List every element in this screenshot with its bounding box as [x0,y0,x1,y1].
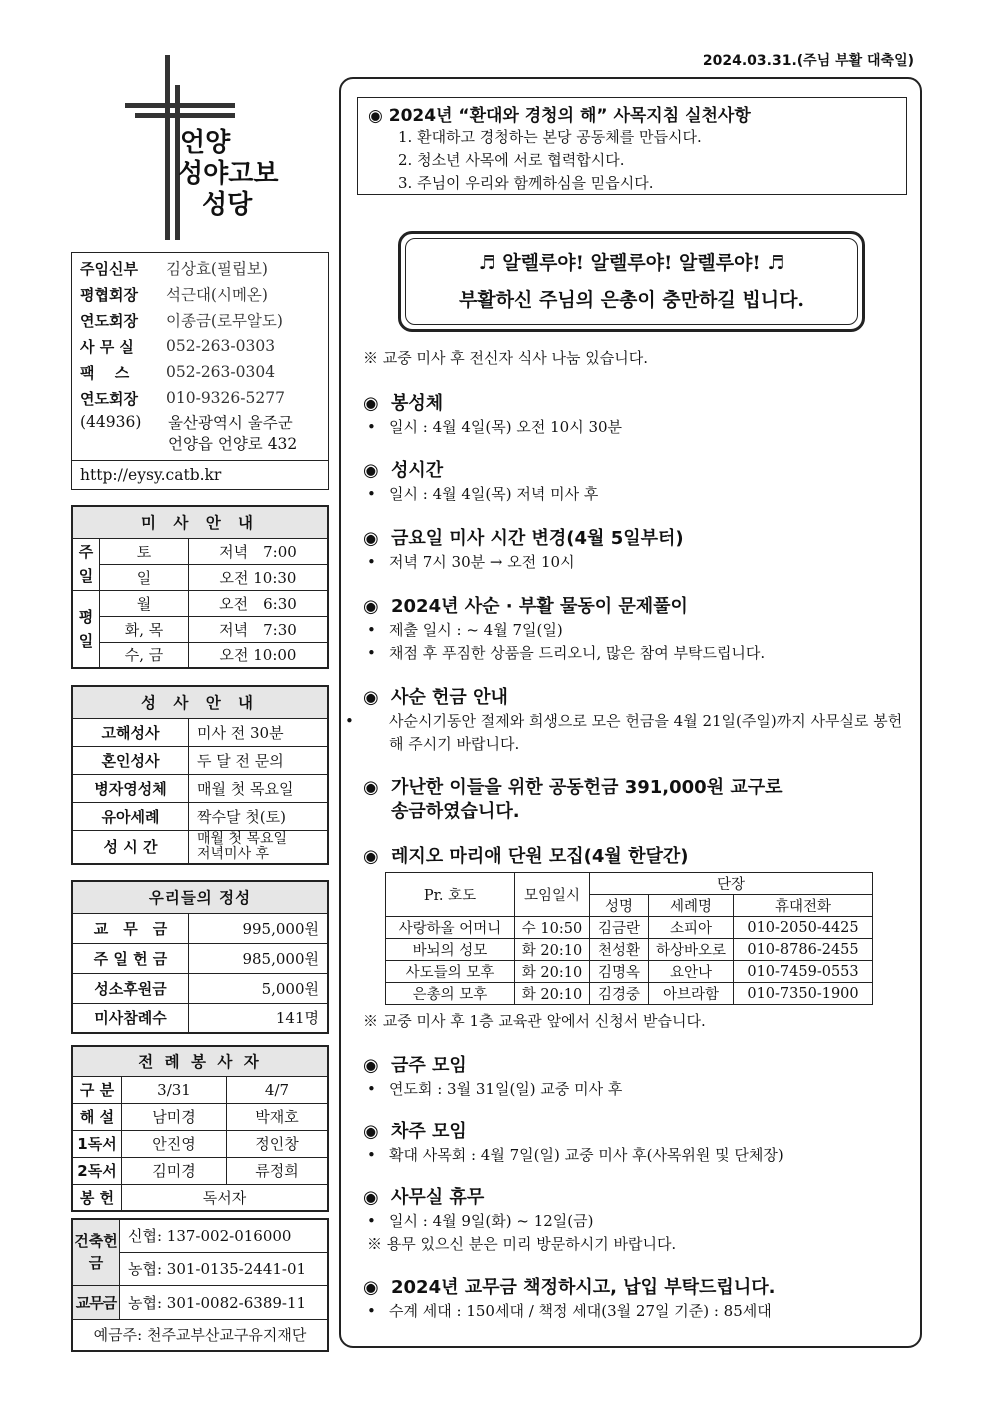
website-link[interactable]: http://eysy.catb.kr [72,460,328,489]
info-row: 주임신부 김상효(필립보) [80,259,268,278]
table-row: 바뇌의 성모 화 20:10 천성환 하상바오로 010-8786-2455 [386,939,873,961]
section-common-offering: ◉ 가난한 이들을 위한 공동헌금 391,000원 교구로 송금하였습니다. [363,777,783,822]
info-row: 연도회장 010-9326-5277 [80,389,285,408]
bullet-circle-icon: ◉ [363,528,379,549]
table-row: 은총의 모후 화 20:10 김경중 아브라함 010-7350-1900 [386,983,873,1005]
liturgy-servers-table: 전 례 봉 사 자 구 분 3/31 4/7 해 설 남미경 박재호 1독서 안진영 정인창 2독서 김미경 류정희 봉 헌 독서자 [71,1045,329,1212]
bulletin-date: 2024.03.31.(주님 부활 대축일) [702,53,914,69]
meal-notice: ※ 교중 미사 후 전신자 식사 나눔 있습니다. [363,349,648,367]
section-quiz: ◉ 2024년 사순 · 부활 물동이 문제풀이 • 제출 일시 : ~ 4월 7일(일) • 채점 후 푸짐한 상품을 드리오니, 많은 참여 부탁드립니다. [363,596,766,662]
easter-greeting-banner: ♬ 알렐루야! 알렐루야! 알렐루야! ♬ 부활하신 주님의 은총이 충만하길 빕니다. [398,231,865,332]
bullet-circle-icon: ◉ [363,846,379,867]
legio-note: ※ 교중 미사 후 1층 교육관 앞에서 신청서 받습니다. [363,1012,706,1030]
mass-schedule-table: 미 사 안 내 주일 토 저녁 7:00 일 오전 10:30 평일 월 오전 6:30 화, 목 저녁 7:30 수, 금 오전 10:00 [71,505,329,669]
bullet-circle-icon: ◉ [363,393,379,414]
legio-table: Pr. 호도 모임일시 단장 성명 세례명 휴대전화 사랑하올 어머니 수 10:50 김금란 소피아 010-2050-4425 바뇌의 성모 화 20:10 천성환 하상바오로 010-8786-2455 사도들의 모후 화 20:10 김명옥 요안나 010-7459-0553 은총의 모후 화 20:10 김경중 아브라함 010-7350-1900 [385,872,873,1005]
bullet-circle-icon: ◉ [363,460,379,481]
address: (44936) 울산광역시 울주군 언양읍 언양로 432 [80,413,298,453]
bullet-circle-icon: ◉ [363,1277,379,1298]
bullet-circle-icon: ◉ [363,1055,379,1076]
bank-accounts-table: 건축헌금 신협: 137-002-016000 농협: 301-0135-2441-01 교무금 농협: 301-0082-6389-11 예금주: 천주교부산교구유지재단 [71,1218,329,1352]
section-lent-offering: ◉ 사순 헌금 안내 • 사순시기동안 절제와 희생으로 모은 헌금을 4월 21일(주일)까지 사무실로 봉헌해 주시기 바랍니다. [345,687,903,753]
info-row: 평협회장 석근대(시메온) [80,285,268,304]
section-this-week: ◉ 금주 모임 • 연도회 : 3월 31일(일) 교중 미사 후 [363,1055,623,1098]
pastoral-guidelines: ◉ 2024년 “환대와 경청의 해” 사목지침 실천사항 1. 환대하고 경청하는 본당 공동체를 만듭시다. 2. 청소년 사목에 서로 협력합시다. 3. 주님이 우리와 함께하심을 믿읍시다. [357,97,907,195]
section-office-closed: ◉ 사무실 휴무 • 일시 : 4월 9일(화) ~ 12일(금) ※ 용무 있으신 분은 미리 방문하시기 바랍니다. [363,1187,677,1253]
section-next-week: ◉ 차주 모임 • 확대 사목회 : 4월 7일(일) 교중 미사 후(사목위원 및 단체장) [363,1121,784,1164]
section-legio: ◉ 레지오 마리애 단원 모집(4월 한달간) [363,846,689,867]
bullet-circle-icon: ◉ [363,596,379,617]
info-row: 팩 스 052-263-0304 [80,363,276,382]
bullet-circle-icon: ◉ [363,1121,379,1142]
table-row: 사랑하올 어머니 수 10:50 김금란 소피아 010-2050-4425 [386,917,873,939]
info-row: 사 무 실 052-263-0303 [80,337,276,356]
bullet-circle-icon: ◉ [363,777,379,798]
parish-info-box [71,252,329,490]
section-communion: ◉ 봉성체 • 일시 : 4월 4일(목) 오전 10시 30분 [363,393,623,436]
parish-name: 언양 성야고보 성당 [178,128,279,220]
section-tithe: ◉ 2024년 교무금 책정하시고, 납입 부탁드립니다. • 수계 세대 : 150세대 / 책정 세대(3월 27일 기준) : 85세대 [363,1277,776,1320]
bullet-circle-icon: ◉ [363,687,379,708]
info-row: 연도회장 이종금(로무알도) [80,311,283,330]
section-holy-hour: ◉ 성시간 • 일시 : 4월 4일(목) 저녁 미사 후 [363,460,599,503]
sacrament-table: 성 사 안 내 고해성사 미사 전 30분 혼인성사 두 달 전 문의 병자영성체 매월 첫 목요일 유아세례 짝수달 첫(토) 성 시 간 매월 첫 목요일 저녁미사 후 [71,685,329,865]
section-friday-mass: ◉ 금요일 미사 시간 변경(4월 5일부터) • 저녁 7시 30분 → 오전 10시 [363,528,684,571]
offering-table: 우리들의 정성 교 무 금 995,000원 주 일 헌 금 985,000원 성소후원금 5,000원 미사참례수 141명 [71,880,329,1034]
bullet-circle-icon: ◉ [363,1187,379,1208]
table-row: 사도들의 모후 화 20:10 김명옥 요안나 010-7459-0553 [386,961,873,983]
